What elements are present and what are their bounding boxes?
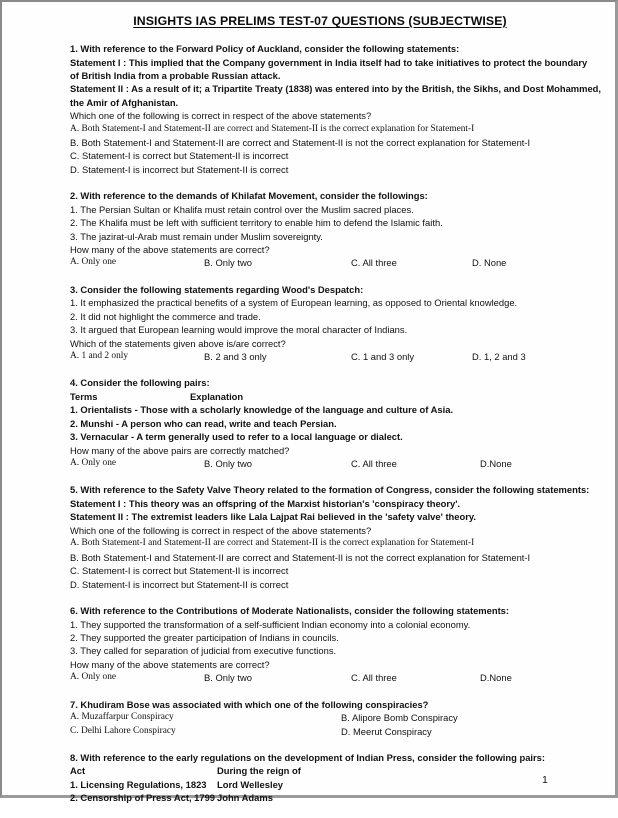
question-4-pair-3: 3. Vernacular - A term generally used to refer to a local language or dialect. [70, 431, 403, 443]
question-8-pair-2-reign: John Adams [217, 792, 273, 804]
question-3 [70, 283, 570, 364]
question-7-option-b[interactable]: B. Alipore Bomb Conspiracy [341, 712, 458, 724]
question-5-option-d[interactable]: D. Statement-I is incorrect but Statement-II is correct [70, 578, 289, 590]
question-7-option-d[interactable]: D. Meerut Conspiracy [341, 725, 432, 737]
question-4-stem: 4. Consider the following pairs: [70, 377, 210, 389]
question-1-option-d[interactable]: D. Statement-I is incorrect but Statement-II is correct [70, 163, 289, 175]
question-3-statement-1: 1. It emphasized the practical benefits of a system of European learning, as opposed to Oriental knowledge. [70, 297, 518, 309]
question-4-column-header-explanation: Explanation [190, 391, 244, 403]
question-1-option-a[interactable]: A. Both Statement-I and Statement-II are correct and Statement-II is the correct explanation for Statement-I [70, 123, 475, 134]
question-3-option-d[interactable]: D. 1, 2 and 3 [472, 351, 526, 363]
question-6-option-c[interactable]: C. All three [351, 672, 397, 684]
question-8-column-header-act: Act [70, 765, 86, 777]
question-6-stem: 6. With reference to the Contributions of Moderate Nationalists, consider the following statements: [70, 604, 510, 616]
question-8-pair-1-act: 1. Licensing Regulations, 1823 [70, 778, 207, 790]
question-8-column-headers [70, 764, 570, 777]
question-2-stem: 2. With reference to the demands of Khilafat Movement, consider the followings: [70, 190, 428, 202]
question-8 [70, 751, 570, 805]
question-5-stem: 5. With reference to the Safety Valve Theory related to the formation of Congress, consider the following statements: [70, 484, 590, 496]
page-sheet [2, 2, 615, 804]
question-6 [70, 604, 570, 685]
question-5 [70, 483, 590, 590]
question-8-column-header-reign: During the reign of [217, 765, 301, 777]
question-5-statement-2: Statement II : The extremist leaders like Lala Lajpat Rai believed in the 'safety valve' theory. [70, 511, 476, 523]
question-4-option-a[interactable]: A. Only one [70, 458, 117, 469]
question-2-statement-2: 2. The Khalifa must be left with sufficient territory to enable him to defend the Islamic faith. [70, 217, 443, 229]
question-6-option-d[interactable]: D.None [480, 672, 512, 684]
document-content [70, 14, 602, 818]
question-3-statement-3: 3. It argued that European learning would improve the moral character of Indians. [70, 324, 408, 336]
question-6-option-a[interactable]: A. Only one [70, 672, 117, 683]
question-6-option-b[interactable]: B. Only two [204, 672, 252, 684]
question-5-option-b[interactable]: B. Both Statement-I and Statement-II are correct and Statement-II is not the correct explanation for Statement-I [70, 551, 531, 563]
question-5-directive: Which one of the following is correct in respect of the above statements? [70, 524, 372, 536]
question-7-stem: 7. Khudiram Bose was associated with which one of the following conspiracies? [70, 698, 429, 710]
question-2 [70, 189, 570, 270]
question-1-option-b[interactable]: B. Both Statement-I and Statement-II are correct and Statement-II is not the correct explanation for Statement-I [70, 137, 531, 149]
question-2-option-c[interactable]: C. All three [351, 257, 397, 269]
question-2-statement-1: 1. The Persian Sultan or Khalifa must retain control over the Muslim sacred places. [70, 203, 414, 215]
question-4-pair-2: 2. Munshi - A person who can read, write and teach Persian. [70, 417, 337, 429]
question-1-stem: 1. With reference to the Forward Policy of Auckland, consider the following statements: [70, 43, 460, 54]
question-6-statement-1: 1. They supported the transformation of a self-sufficient Indian economy into a colonial economy. [70, 618, 471, 630]
question-1-statement-2-line-1: Statement II : As a result of it; a Tripartite Treaty (1838) was entered into by the British, the Sikhs, and Dost Mohammed, [70, 83, 602, 95]
question-1-option-c[interactable]: C. Statement-I is correct but Statement-II is incorrect [70, 150, 289, 162]
question-4-pair-1: 1. Orientalists - Those with a scholarly knowledge of the language and culture of Asia. [70, 404, 454, 416]
question-8-pair-2-act: 2. Censorship of Press Act, 1799 [70, 792, 216, 804]
question-5-option-c[interactable]: C. Statement-I is correct but Statement-II is incorrect [70, 565, 289, 577]
question-5-option-a[interactable]: A. Both Statement-I and Statement-II are correct and Statement-II is the correct explanation for Statement-I [70, 538, 475, 549]
question-1-statement-2-line-2: the Amir of Afghanistan. [70, 96, 179, 108]
question-2-option-a[interactable]: A. Only one [70, 257, 117, 268]
page-title: INSIGHTS IAS PRELIMS TEST-07 QUESTIONS (SUBJECTWISE) [133, 14, 507, 28]
question-6-directive: How many of the above statements are correct? [70, 658, 270, 670]
question-4-column-header-terms: Terms [70, 391, 98, 403]
question-4 [70, 376, 570, 470]
question-2-directive: How many of the above statements are correct? [70, 244, 270, 256]
question-8-pair-row-1 [70, 778, 570, 791]
question-8-pair-1-reign: Lord Wellesley [217, 778, 283, 790]
question-4-option-b[interactable]: B. Only two [204, 458, 252, 470]
question-3-option-b[interactable]: B. 2 and 3 only [204, 351, 267, 363]
question-3-option-c[interactable]: C. 1 and 3 only [351, 351, 415, 363]
question-4-options [70, 457, 570, 470]
page-number: 1 [542, 774, 548, 786]
question-6-statement-3: 3. They called for separation of judicial from executive functions. [70, 645, 337, 657]
question-6-options [70, 671, 570, 684]
question-3-options [70, 350, 570, 363]
question-3-option-a[interactable]: A. 1 and 2 only [70, 351, 129, 362]
question-8-stem: 8. With reference to the early regulations on the development of Indian Press, consider the following pairs: [70, 751, 546, 763]
question-3-statement-2: 2. It did not highlight the commerce and trade. [70, 310, 261, 322]
question-1-directive: Which one of the following is correct in respect of the above statements? [70, 110, 372, 122]
question-2-statement-3: 3. The jazirat-ul-Arab must remain under Muslim sovereignty. [70, 230, 323, 242]
question-2-options [70, 256, 570, 269]
question-7-options-row-1 [70, 711, 570, 724]
question-3-stem: 3. Consider the following statements regarding Wood's Despatch: [70, 283, 364, 295]
question-1-statement-1-line-2: of British India from a probable Russian attack. [70, 70, 281, 81]
question-4-directive: How many of the above pairs are correctly matched? [70, 444, 290, 456]
question-4-option-c[interactable]: C. All three [351, 458, 397, 470]
question-7-options-row-2 [70, 725, 570, 738]
question-4-option-d[interactable]: D.None [480, 458, 512, 470]
question-2-option-b[interactable]: B. Only two [204, 257, 252, 269]
question-3-directive: Which of the statements given above is/are correct? [70, 337, 286, 349]
question-7 [70, 698, 570, 738]
question-1-statement-1-line-1: Statement I : This implied that the Company government in India itself had to take initiatives to protect the boundary [70, 56, 588, 68]
question-4-column-headers [70, 390, 570, 403]
question-1 [70, 42, 602, 176]
question-6-statement-2: 2. They supported the greater participation of Indians in councils. [70, 631, 339, 643]
question-7-option-c[interactable]: C. Delhi Lahore Conspiracy [70, 725, 176, 736]
question-2-option-d[interactable]: D. None [472, 257, 507, 269]
question-5-statement-1: Statement I : This theory was an offspring of the Marxist historian's 'conspiracy theory'. [70, 498, 461, 510]
question-7-option-a[interactable]: A. Muzaffarpur Conspiracy [70, 712, 174, 723]
